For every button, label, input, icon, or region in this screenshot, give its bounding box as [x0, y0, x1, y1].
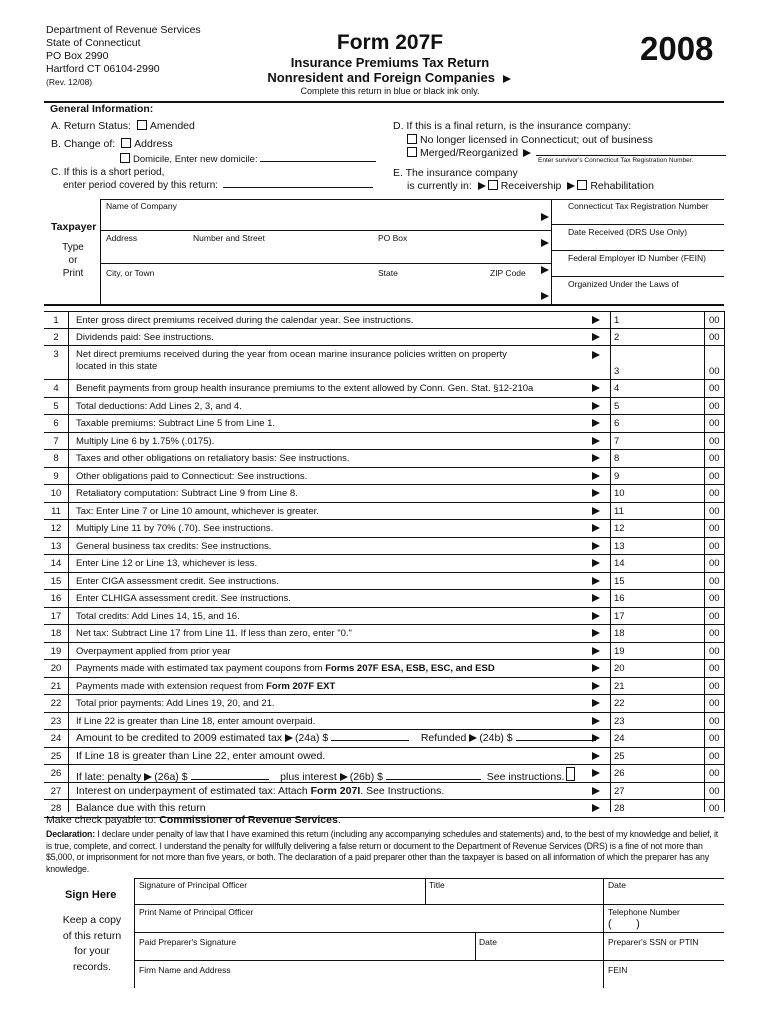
box-number: 27: [614, 785, 625, 797]
box-number: 11: [614, 505, 624, 517]
line-description: Benefit payments from group health insurance premiums to the extent allowed by Conn. Gen. Stat. §12-210a: [76, 383, 534, 394]
change-of: B. Change of: Address: [51, 138, 173, 150]
arrow-icon: [592, 769, 600, 777]
cents-value: 00: [709, 628, 720, 639]
line-description: If Line 22 is greater than Line 18, enter amount overpaid.: [76, 715, 316, 727]
arrow-icon: [592, 437, 600, 445]
line-description: Enter Line 12 or Line 13, whichever is less.: [76, 558, 258, 569]
line-row-21: [44, 678, 724, 696]
arrow-icon: [592, 647, 600, 655]
line-row-11: [44, 503, 724, 521]
line-description: Payments made with estimated tax payment coupons from Forms 207F ESA, ESB, ESC, and ESD: [76, 663, 495, 674]
line-row-17: [44, 608, 724, 626]
line-20-amount[interactable]: [634, 660, 704, 678]
form-title: Form 207F: [336, 31, 444, 54]
line-description: Total prior payments: Add Lines 19, 20, and 21.: [76, 698, 275, 709]
firm-name-label: Firm Name and Address: [139, 965, 231, 975]
arrow-icon: [567, 182, 575, 190]
domicile-input[interactable]: [260, 161, 376, 162]
line-row-24: [44, 730, 724, 748]
ink-instruction: Complete this return in blue or black ink only.: [300, 86, 480, 96]
arrow-icon: [541, 213, 549, 221]
box-number: 21: [614, 680, 625, 692]
type-or-print: Type or Print: [62, 242, 84, 279]
line-description: Amount to be credited to 2009 estimated tax (24a) $ Refunded (24b) $: [76, 732, 596, 744]
fein-preparer-field[interactable]: [604, 975, 724, 988]
line-26a-input[interactable]: [191, 779, 269, 780]
box-number: 8: [614, 453, 620, 464]
final-return: D. If this is a final return, is the insurance company: No longer licensed in Connecticut; out of business Merged/Reorganized: [393, 120, 726, 161]
line-number: 1: [53, 315, 59, 326]
line-24b-input[interactable]: [516, 740, 596, 741]
box-number: 3: [614, 366, 620, 377]
line-row-16: [44, 590, 724, 608]
line-4-amount[interactable]: [634, 380, 704, 398]
line-description: Tax: Enter Line 7 or Line 10 amount, whichever is greater.: [76, 505, 319, 517]
arrow-icon: [285, 734, 293, 742]
box-number: 5: [614, 400, 620, 412]
arrow-icon: [592, 612, 600, 620]
title-label: Title: [429, 880, 445, 890]
title-field[interactable]: [426, 890, 603, 904]
form-title-block: [240, 32, 540, 96]
cents-value: 00: [709, 663, 720, 674]
city-state-zip-input[interactable]: [101, 278, 551, 304]
line-description: Enter gross direct premiums received during the calendar year. See instructions.: [76, 315, 414, 326]
state-name: State of Connecticut: [46, 37, 141, 49]
arrow-icon: [592, 333, 600, 341]
telephone-field[interactable]: ( ): [608, 918, 640, 930]
arrow-icon: [592, 419, 600, 427]
arrow-icon: [592, 542, 600, 550]
line-26b-input[interactable]: [386, 779, 481, 780]
line-description: Multiply Line 11 by 70% (.70). See instructions.: [76, 523, 274, 534]
line-number: 18: [50, 628, 62, 639]
arrow-icon: [592, 489, 600, 497]
line-number: 26: [50, 768, 62, 779]
line-14-amount[interactable]: [634, 555, 704, 573]
arrow-icon: [592, 351, 600, 359]
cents-value: 00: [709, 400, 720, 412]
line-row-13: [44, 538, 724, 556]
cents-value: 00: [709, 733, 720, 744]
short-period-input[interactable]: [223, 187, 373, 188]
line-row-9: [44, 468, 724, 486]
line-row-4: [44, 380, 724, 398]
cents-value: 00: [709, 435, 720, 447]
amended-checkbox[interactable]: [137, 120, 147, 130]
line-number: 12: [50, 523, 62, 534]
line-number: 22: [50, 698, 62, 709]
line-description: General business tax credits: See instructions.: [76, 540, 272, 552]
cents-value: 00: [709, 680, 720, 692]
preparer-signature-field[interactable]: [135, 947, 475, 960]
line-8-amount[interactable]: [634, 450, 704, 468]
principal-signature-label: Signature of Principal Officer: [139, 880, 248, 890]
arrow-icon: [592, 734, 600, 742]
po-box-label: PO Box: [378, 233, 408, 243]
arrow-icon: [592, 804, 600, 812]
arrow-icon: [592, 559, 600, 567]
box-number: 9: [614, 470, 620, 482]
company-status: E. The insurance company is currently in: Receivership Rehabilitation: [393, 167, 654, 192]
form-subtitle-2: Nonresident and Foreign Companies: [240, 70, 540, 85]
date-label: Date: [608, 880, 626, 890]
preparer-date-field[interactable]: [476, 947, 603, 960]
date-received-label: Date Received (DRS Use Only): [568, 227, 688, 237]
out-of-business-checkbox[interactable]: [407, 134, 417, 144]
line-row-20: [44, 660, 724, 678]
line-description: Interest on underpayment of estimated tax: Attach Form 207I. See Instructions.: [76, 784, 445, 797]
line-row-27: [44, 783, 724, 801]
cents-value: 00: [709, 366, 720, 377]
line-1-amount[interactable]: [634, 312, 704, 330]
line-description: If late: penalty (26a) $ plus interest (26b) $ See instructions.: [76, 767, 578, 783]
cents-value: 00: [709, 715, 720, 727]
line-number: 23: [50, 715, 62, 727]
line-description: Total deductions: Add Lines 2, 3, and 4.: [76, 400, 242, 412]
box-number: 20: [614, 663, 625, 674]
cents-value: 00: [709, 750, 720, 762]
box-number: 10: [614, 488, 625, 499]
cents-value: 00: [709, 523, 720, 534]
line-number: 16: [50, 593, 62, 604]
line-number: 14: [50, 558, 62, 569]
state-label: State: [378, 268, 398, 278]
line-number: 3: [53, 349, 59, 360]
preparer-ssn-field[interactable]: [604, 947, 724, 960]
fein-label: Federal Employer ID Number (FEIN): [568, 253, 706, 263]
line-5-amount[interactable]: [634, 398, 704, 416]
ct-reg-label: Connecticut Tax Registration Number: [568, 201, 709, 211]
merged-checkbox[interactable]: [407, 147, 417, 157]
preparer-signature-label: Paid Preparer's Signature: [139, 937, 237, 947]
line-row-7: [44, 433, 724, 451]
arrow-icon: [592, 752, 600, 760]
arrow-icon: [541, 239, 549, 247]
box-number: 15: [614, 575, 625, 587]
arrow-icon: [592, 402, 600, 410]
tax-year: 2008: [640, 30, 714, 67]
arrow-icon: [144, 773, 152, 781]
domicile-label: Domicile, Enter new domicile:: [133, 154, 258, 165]
sign-here: Sign Here: [65, 889, 117, 901]
arrow-icon: [592, 472, 600, 480]
box-number: 4: [614, 383, 620, 394]
line-number: 9: [53, 470, 59, 482]
address-label: Address: [134, 138, 173, 150]
line-description: Net tax: Subtract Line 17 from Line 11. If less than zero, enter "0.": [76, 628, 352, 639]
return-status: A. Return Status: Amended: [51, 120, 195, 132]
line-number: 19: [50, 645, 62, 657]
arrow-icon: [592, 507, 600, 515]
line-row-2: [44, 329, 724, 347]
line-description: Overpayment applied from prior year: [76, 645, 231, 657]
line-number: 17: [50, 610, 62, 622]
payable-line: Make check payable to: Commissioner of Revenue Services.: [46, 814, 341, 826]
line-number: 7: [53, 435, 59, 447]
line-row-5: [44, 398, 724, 416]
line-7-amount[interactable]: [634, 433, 704, 451]
line-10-amount[interactable]: [634, 485, 704, 503]
city-line: Hartford CT 06104-2990: [46, 63, 160, 75]
box-number: 14: [614, 558, 625, 569]
domicile-checkbox[interactable]: [120, 153, 130, 163]
line-12-amount[interactable]: [634, 520, 704, 538]
line-row-25: [44, 748, 724, 766]
cents-value: 00: [709, 453, 720, 464]
line-description: Enter CIGA assessment credit. See instructions.: [76, 575, 279, 587]
line-number: 24: [50, 733, 62, 744]
taxpayer-label: Taxpayer: [51, 221, 97, 233]
short-period: C. If this is a short period, enter period covered by this return:: [51, 166, 373, 192]
cents-value: 00: [709, 331, 720, 343]
box-number: 28: [614, 803, 625, 814]
zip-label: ZIP Code: [490, 268, 526, 278]
line-row-12: [44, 520, 724, 538]
survivor-reg-input[interactable]: [536, 155, 726, 156]
address-field-label: Address: [106, 233, 138, 243]
line-24a-input[interactable]: [331, 740, 409, 741]
arrow-icon: [592, 717, 600, 725]
arrow-icon: [541, 266, 549, 274]
cents-value: 00: [709, 785, 720, 797]
print-name-label: Print Name of Principal Officer: [139, 907, 254, 917]
line-13-amount[interactable]: [634, 538, 704, 556]
line-27-amount[interactable]: [634, 783, 704, 801]
arrow-icon: [592, 454, 600, 462]
cents-value: 00: [709, 488, 720, 499]
preparer-ssn-label: Preparer's SSN or PTIN: [608, 937, 699, 947]
line-11-amount[interactable]: [634, 503, 704, 521]
line-26-amount[interactable]: [634, 765, 704, 783]
box-number: 13: [614, 540, 625, 552]
organized-label: Organized Under the Laws of: [568, 279, 679, 289]
arrow-icon: [592, 664, 600, 672]
line-description: Multiply Line 6 by 1.75% (.0175).: [76, 435, 215, 447]
line-3-amount[interactable]: [634, 346, 704, 380]
address-checkbox[interactable]: [121, 138, 131, 148]
line-number: 10: [50, 488, 62, 499]
arrow-icon: [592, 682, 600, 690]
date-field[interactable]: [604, 890, 724, 904]
line-description: Dividends paid: See instructions.: [76, 331, 214, 343]
box-number: 12: [614, 523, 625, 534]
line-6-amount[interactable]: [634, 415, 704, 433]
line-number: 15: [50, 575, 62, 587]
arrow-icon: [503, 75, 511, 83]
cents-value: 00: [709, 610, 720, 622]
line-number: 11: [51, 505, 61, 517]
company-name-label: Name of Company: [106, 201, 177, 211]
address-input[interactable]: [101, 243, 551, 263]
box-number: 19: [614, 645, 625, 657]
cents-value: 00: [709, 558, 720, 569]
line-17-amount[interactable]: [634, 608, 704, 626]
line-row-22: [44, 695, 724, 713]
arrow-icon: [592, 577, 600, 585]
line-description: Taxable premiums: Subtract Line 5 from Line 1.: [76, 418, 276, 429]
line-row-18: [44, 625, 724, 643]
box-number: 16: [614, 593, 625, 604]
line-row-3: [44, 346, 724, 380]
line-row-1: [44, 311, 724, 329]
fein-preparer-label: FEIN: [608, 965, 628, 975]
line-row-14: [44, 555, 724, 573]
line-description: Other obligations paid to Connecticut: See instructions.: [76, 470, 308, 482]
cents-value: 00: [709, 593, 720, 604]
line-row-6: [44, 415, 724, 433]
cents-value: 00: [709, 383, 720, 394]
cents-value: 00: [709, 698, 720, 709]
box-number: 2: [614, 331, 620, 343]
line-28-amount[interactable]: [634, 800, 704, 818]
line-number: 13: [50, 540, 62, 552]
line-number: 6: [53, 418, 59, 429]
survivor-note: Enter survivor's Connecticut Tax Registration Number.: [538, 157, 694, 164]
line-number: 5: [53, 400, 59, 412]
line-number: 20: [50, 663, 62, 674]
line-description: Enter CLHIGA assessment credit. See instructions.: [76, 593, 291, 604]
receivership-checkbox[interactable]: [488, 180, 498, 190]
box-number: 18: [614, 628, 625, 639]
line-row-26: [44, 765, 724, 783]
line-description: Balance due with this return: [76, 802, 206, 814]
line-number: 27: [50, 785, 62, 797]
general-info-heading: General Information:: [50, 103, 154, 115]
po-box: PO Box 2990: [46, 50, 109, 62]
firm-name-field[interactable]: [135, 975, 603, 988]
line-number: 2: [53, 331, 59, 343]
cents-value: 00: [709, 645, 720, 657]
line-9-amount[interactable]: [634, 468, 704, 486]
form-subtitle-1: Insurance Premiums Tax Return: [290, 55, 490, 70]
cents-value: 00: [709, 315, 720, 326]
arrow-icon: [469, 734, 477, 742]
line-16-amount[interactable]: [634, 590, 704, 608]
box-number: 7: [614, 435, 620, 447]
see-instructions-checkbox[interactable]: [566, 767, 575, 781]
arrow-icon: [478, 182, 486, 190]
line-2-amount[interactable]: [634, 329, 704, 347]
telephone-label: Telephone Number: [608, 907, 680, 917]
keep-copy-note: Keep a copy of this return for your records.: [62, 914, 122, 973]
arrow-icon: [592, 787, 600, 795]
line-row-8: [44, 450, 724, 468]
company-name-input[interactable]: [101, 211, 551, 230]
line-23-amount[interactable]: [634, 713, 704, 731]
line-row-19: [44, 643, 724, 661]
arrow-icon: [592, 384, 600, 392]
box-number: 1: [614, 315, 620, 326]
line-description: Net direct premiums received during the year from ocean marine insurance policies written on property located in this state: [76, 349, 507, 372]
box-number: 26: [614, 768, 625, 779]
cents-value: 00: [709, 505, 720, 517]
line-number: 8: [53, 453, 59, 464]
declaration: Declaration: I declare under penalty of law that I have examined this return (including any accompanying schedules and statements) and, to the best of my knowledge and belief, it is true, complete, and correct. I understand the penalty for willfully delivering a false return or document to the Department of Revenue Services (DRS) is a fine of not more than $5,000, or imprisonment for not more than five years, or both. The declaration of a paid preparer other than the taxpayer is based on all information of which the preparer has any knowledge.: [46, 829, 719, 874]
line-description: Taxes and other obligations on retaliatory basis: See instructions.: [76, 453, 350, 464]
line-description: Retaliatory computation: Subtract Line 9 from Line 8.: [76, 488, 298, 499]
line-number: 4: [53, 383, 59, 394]
box-number: 25: [614, 750, 625, 762]
line-description: Total credits: Add Lines 14, 15, and 16.: [76, 610, 240, 622]
box-number: 17: [614, 610, 625, 622]
domicile-row: [120, 153, 376, 165]
line-number: 21: [50, 680, 62, 692]
arrow-icon: [592, 699, 600, 707]
arrow-icon: [592, 524, 600, 532]
line-19-amount[interactable]: [634, 643, 704, 661]
line-21-amount[interactable]: [634, 678, 704, 696]
cents-value: 00: [709, 418, 720, 429]
box-number: 23: [614, 715, 625, 727]
number-street-label: Number and Street: [193, 233, 265, 243]
cents-value: 00: [709, 768, 720, 779]
line-number: 25: [50, 750, 62, 762]
preparer-date-label: Date: [479, 937, 497, 947]
box-number: 22: [614, 698, 625, 709]
arrow-icon: [340, 773, 348, 781]
box-number: 24: [614, 733, 625, 744]
line-row-10: [44, 485, 724, 503]
cents-value: 00: [709, 575, 720, 587]
line-row-15: [44, 573, 724, 591]
line-22-amount[interactable]: [634, 695, 704, 713]
payee: Commissioner of Revenue Services: [159, 814, 338, 826]
line-row-23: [44, 713, 724, 731]
city-label: City, or Town: [106, 268, 155, 278]
revision: (Rev. 12/08): [46, 77, 93, 87]
print-name-field[interactable]: [135, 917, 603, 932]
line-description: Payments made with extension request from Form 207F EXT: [76, 680, 336, 692]
arrow-icon: [592, 629, 600, 637]
arrow-icon: [592, 316, 600, 324]
dept-name: Department of Revenue Services: [46, 24, 201, 36]
line-description: If Line 18 is greater than Line 22, enter amount owed.: [76, 749, 326, 762]
arrow-icon: [592, 594, 600, 602]
cents-value: 00: [709, 540, 720, 552]
box-number: 6: [614, 418, 620, 429]
line-15-amount[interactable]: [634, 573, 704, 591]
dept-address-block: [46, 24, 201, 89]
principal-signature-field[interactable]: [135, 890, 425, 904]
cents-value: 00: [709, 470, 720, 482]
amended-label: Amended: [149, 120, 195, 132]
rehabilitation-checkbox[interactable]: [577, 180, 587, 190]
arrow-icon: [541, 292, 549, 300]
line-number: 28: [50, 803, 62, 814]
line-25-amount[interactable]: [634, 748, 704, 766]
line-24-amount[interactable]: [634, 730, 704, 748]
cents-value: 00: [709, 803, 720, 814]
line-18-amount[interactable]: [634, 625, 704, 643]
arrow-icon: [523, 149, 531, 157]
